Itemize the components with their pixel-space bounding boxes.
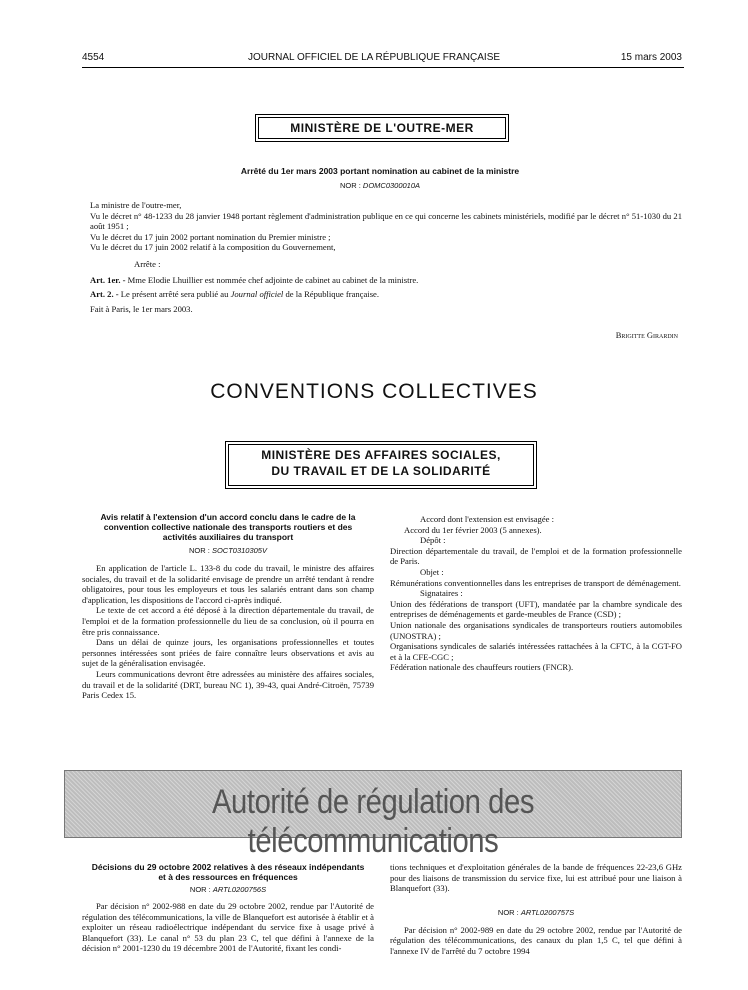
depot: Direction départementale du travail, de l'emploi et de la formation professionnelle de Paris. [390, 545, 682, 567]
decisions-left-column [82, 862, 374, 954]
journal-title: JOURNAL OFFICIEL DE LA RÉPUBLIQUE FRANÇAISE [247, 52, 501, 63]
objet-label: Objet : [420, 566, 444, 577]
fait-a-paris: Fait à Paris, le 1er mars 2003. [90, 303, 193, 314]
issue-date: 15 mars 2003 [620, 52, 682, 63]
avis-nor: NOR : SOCT0310305V [189, 546, 267, 555]
ministry-social-title [228, 444, 534, 486]
avis-title: Avis relatif à l'extension d'un accord conclu dans le cadre de la convention collective nationale des transports routiers et des activités auxiliaires du transport [100, 512, 356, 542]
signature: Brigitte Girardin [615, 330, 678, 340]
page-number: 4554 [82, 52, 105, 63]
header-rule [82, 67, 684, 68]
arrete-title: Arrêté du 1er mars 2003 portant nomination au cabinet de la ministre [240, 166, 520, 176]
ministry-social-line2: DU TRAVAIL ET DE LA SOLIDARITÉ [271, 464, 491, 478]
decisions-right-column [390, 862, 682, 957]
depot-label: Dépôt : [420, 535, 446, 546]
arcep-banner [64, 770, 682, 860]
signataires-label: Signataires : [420, 588, 463, 599]
ministry-social-line1: MINISTÈRE DES AFFAIRES SOCIALES, [261, 448, 501, 462]
section-title: CONVENTIONS COLLECTIVES [210, 380, 538, 403]
decisions-nor-2: NOR : ARTL0200757S [497, 907, 575, 917]
accord-intro: Accord dont l'extension est envisagée : [420, 514, 554, 524]
arrete-line: La ministre de l'outre-mer, [90, 200, 182, 210]
decisions-nor-1: NOR : ARTL0200756S [189, 885, 267, 894]
ministry-outre-mer-title: MINISTÈRE DE L'OUTRE-MER [258, 117, 506, 139]
objet: Rémunérations conventionnelles dans les entreprises de transport de déménagement. [390, 577, 681, 588]
arcep-banner-text: Autorité de régulation des télécommunications [211, 783, 535, 860]
arrete-line: Vu le décret du 17 juin 2002 relatif à la composition du Gouvernement, [90, 242, 336, 253]
arrete-nor: NOR : DOMC0300010A [339, 181, 421, 190]
article-1: Art. 1er. - Mme Elodie Lhuillier est nommée chef adjointe de cabinet au cabinet de la ministre. [90, 274, 419, 285]
article-2: Art. 2. - Le présent arrêté sera publié au Journal officiel de la République française. [90, 289, 380, 300]
arrete-body [90, 200, 682, 314]
avis-paragraph: Dans un délai de quinze jours, les organisations professionnelles et toutes personnes intéressées sont priées de faire connaître leurs observations et avis au sujet de la généralisation envisagée. [82, 637, 374, 669]
signataire: Union des fédérations de transport (UFT), mandatée par la chambre syndicale des entreprises de déménagements et garde-meubles de France (CSD) ; [390, 598, 682, 620]
avis-paragraph: Leurs communications devront être adressées au ministère des affaires sociales, du travail et de la solidarité (DRT, bureau NC 1), 39-43, quai André-Citroën, 75739 Paris Cedex 15. [82, 668, 374, 701]
decisions-title: Décisions du 29 octobre 2002 relatives à des réseaux indépendants et à des ressources en fréquences [91, 862, 365, 882]
arrete-decision: Arrête : [134, 258, 161, 269]
signataire: Union nationale des organisations syndicales de transporteurs routiers automobiles (UNOSTRA) ; [390, 619, 682, 641]
arrete-line: Vu le décret du 17 juin 2002 portant nomination du Premier ministre ; [90, 231, 331, 242]
decision-paragraph-cont: tions techniques et d'exploitation générales de la bande de fréquences 22-23,6 GHz pour des liaisons de transmission du service fixe, lui est attribué pour une liaison à Blanquefort (33). [390, 862, 682, 894]
avis-left-column [82, 512, 374, 701]
avis-right-column [390, 514, 682, 673]
signataire: Fédération nationale des chauffeurs routiers (FNCR). [390, 662, 574, 673]
avis-paragraph: En application de l'article L. 133-8 du code du travail, le ministre des affaires sociales, du travail et de la solidarité envisage de prendre un arrêté tendant à rendre obligatoires, pour tous les employeurs et tous les salariés entrant dans son champ d'application, les dispositions de l'accord ci-après indiqué. [82, 563, 374, 605]
avis-paragraph: Le texte de cet accord a été déposé à la direction départementale du travail, de l'emploi et de la formation professionnelle du lieu de sa conclusion, où il pourra en être pris connaissance. [82, 605, 374, 637]
decision-paragraph: Par décision n° 2002-988 en date du 29 octobre 2002, rendue par l'Autorité de régulation des télécommunications, la ville de Blanquefort est autorisée à établir et à exploiter un réseau radioélectrique indépendant du service fixe à usage privé à Blanquefort (33). Le canal n° 53 du plan 23 C, tel que défini à l'annexe de la décision n° 2001-1230 du 19 décembre 2001 de l'Autorité, fixant les condi- [82, 901, 374, 954]
signataire: Organisations syndicales de salariés intéressées rattachées à la CFTC, à la CGT-FO et à la CFE-CGC ; [390, 641, 682, 662]
accord: Accord du 1er février 2003 (5 annexes). [404, 524, 542, 535]
decision-paragraph: Par décision n° 2002-989 en date du 29 octobre 2002, rendue par l'Autorité de régulation des télécommunications, des canaux du plan 1,5 C, tel que défini à l'annexe IV de l'arrêté du 7 octobre 1994 [390, 924, 682, 956]
arrete-line: Vu le décret n° 48-1233 du 28 janvier 1948 portant règlement d'administration publique en ce qui concerne les cabinets ministériels, modifié par le décret n° 51-1030 du 21 août 1951 ; [90, 210, 682, 232]
